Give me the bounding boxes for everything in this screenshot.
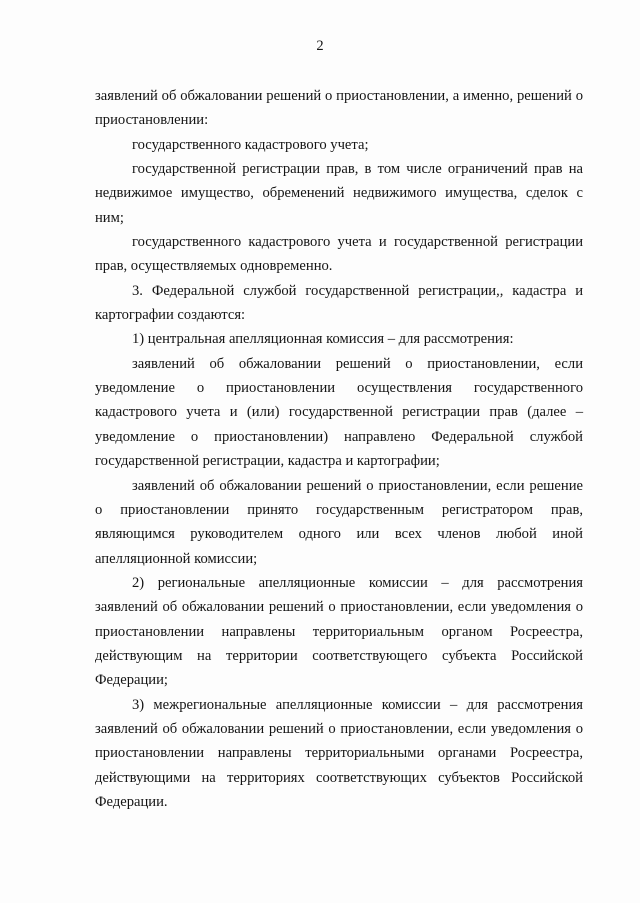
paragraph-7: заявлений об обжаловании решений о приостановлении, если уведомление о приостановлении осуществления государственного кадастрового учета и (или) государственной регистрации прав (далее – уведомление о приостановлении) направлено Федеральной службой государственной регистрации, кадастра и картографии;	[95, 355, 583, 470]
paragraph-9: 2) региональные апелляционные комиссии – для рассмотрения заявлений об обжаловании решений о приостановлении, если уведомления о приостановлении направлены территориальным органом Росреестра, действующим на территории соответствующего субъекта Российской Федерации;	[95, 574, 583, 689]
paragraph-10: 3) межрегиональные апелляционные комиссии – для рассмотрения заявлений об обжаловании решений о приостановлении, если уведомления о приостановлении направлены территориальными органами Росреестра, действующими на территориях соответствующих субъектов Российской Федерации.	[95, 696, 583, 810]
page-number: 2	[316, 38, 324, 54]
paragraph-1: заявлений об обжаловании решений о приостановлении, а именно, решений о приостановлении:	[95, 88, 583, 129]
document-body	[95, 84, 583, 814]
paragraph-2: государственного кадастрового учета;	[132, 136, 369, 153]
paragraph-4: государственного кадастрового учета и государственной регистрации прав, осуществляемых одновременно.	[95, 234, 583, 275]
paragraph-6: 1) центральная апелляционная комиссия – для рассмотрения:	[132, 331, 514, 348]
paragraph-8: заявлений об обжаловании решений о приостановлении, если решение о приостановлении принято государственным регистратором прав, являющимся руководителем одного или всех членов любой иной апелляционной комиссии;	[95, 477, 583, 567]
paragraph-5: 3. Федеральной службой государственной регистрации,, кадастра и картографии создаются:	[95, 282, 583, 324]
paragraph-3: государственной регистрации прав, в том числе ограничений прав на недвижимое имущество, обременений недвижимого имущества, сделок с ним;	[95, 161, 583, 226]
